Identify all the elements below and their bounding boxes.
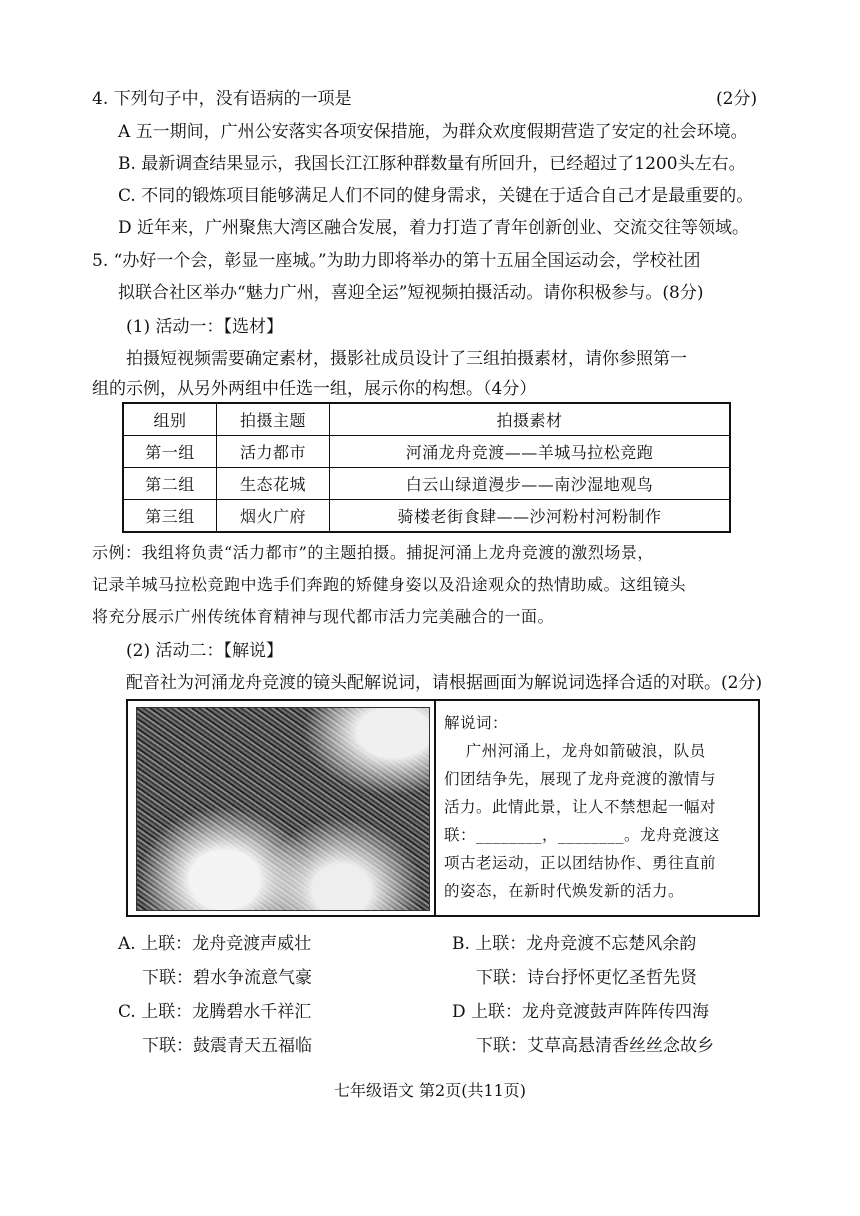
choice-a-upper: A. 上联：龙舟竞渡声威壮 bbox=[118, 934, 312, 954]
table-cell: 活力都市 bbox=[217, 436, 330, 468]
activity2-title: (2) 活动二：【解说】 bbox=[126, 641, 283, 661]
activity1-line2: 组的示例，从另外两组中任选一组，展示你的构想。（4分） bbox=[92, 379, 537, 399]
page-footer: 七年级语文 第2页(共11页) bbox=[333, 1081, 527, 1100]
table-cell: 第一组 bbox=[123, 436, 217, 468]
q4-option-d: D 近年来，广州聚焦大湾区融合发展，着力打造了青年创新创业、交流交往等领域。 bbox=[118, 218, 750, 238]
commentary-line: 项古老运动，正以团结协作、勇往直前 bbox=[444, 854, 717, 872]
commentary-line: 广州河涌上，龙舟如箭破浪，队员 bbox=[444, 742, 706, 760]
choice-c-upper: C. 上联：龙腾碧水千祥汇 bbox=[118, 1002, 312, 1022]
choice-b-upper: B. 上联：龙舟竞渡不忘楚风余韵 bbox=[452, 934, 697, 954]
dragon-boat-photo bbox=[136, 707, 430, 911]
example-line1: 示例：我组将负责“活力都市”的主题拍摄。捕捉河涌上龙舟竞渡的激烈场景， bbox=[92, 543, 654, 562]
activity1-title: (1) 活动一：【选材】 bbox=[126, 317, 283, 337]
commentary-title: 解说词： bbox=[444, 714, 509, 732]
choice-a-lower: 下联：碧水争流意气豪 bbox=[142, 968, 312, 988]
q4-stem: 4. 下列句子中，没有语病的一项是 bbox=[92, 89, 352, 109]
commentary-text bbox=[444, 709, 756, 905]
table-row bbox=[123, 468, 730, 500]
table-cell: 第三组 bbox=[123, 500, 217, 533]
commentary-box bbox=[126, 699, 760, 917]
table-header-row bbox=[123, 403, 730, 436]
q5-stem-line2: 拟联合社区举办“魅力广州，喜迎全运”短视频拍摄活动。请你积极参与。(8分) bbox=[118, 283, 704, 303]
q4-option-c: C. 不同的锻炼项目能够满足人们不同的健身需求，关键在于适合自己才是最重要的。 bbox=[118, 186, 754, 206]
commentary-line: 的姿态，在新时代焕发新的活力。 bbox=[444, 882, 685, 900]
choice-b-lower: 下联：诗台抒怀更忆圣哲先贤 bbox=[476, 968, 697, 988]
choice-c-lower: 下联：鼓震青天五福临 bbox=[142, 1036, 312, 1056]
table-row bbox=[123, 436, 730, 468]
activity1-line1: 拍摄短视频需要确定素材，摄影社成员设计了三组拍摄素材，请你参照第一 bbox=[126, 349, 687, 369]
commentary-line: 们团结争先，展现了龙舟竞渡的激情与 bbox=[444, 770, 717, 788]
q4-option-a: A 五一期间，广州公安落实各项安保措施，为群众欢度假期营造了安定的社会环境。 bbox=[118, 122, 748, 142]
table-cell: 第二组 bbox=[123, 468, 217, 500]
commentary-line: 活力。此情此景，让人不禁想起一幅对 bbox=[444, 798, 717, 816]
table-cell: 河涌龙舟竞渡——羊城马拉松竞跑 bbox=[330, 436, 731, 468]
table-header-group: 组别 bbox=[123, 403, 217, 436]
table-header-theme: 拍摄主题 bbox=[217, 403, 330, 436]
table-cell: 生态花城 bbox=[217, 468, 330, 500]
q4-score: (2分) bbox=[716, 89, 758, 109]
q5-stem-line1: 5. “办好一个会，彰显一座城。”为助力即将举办的第十五届全国运动会，学校社团 bbox=[92, 251, 701, 271]
choice-d-upper: D 上联：龙舟竞渡鼓声阵阵传四海 bbox=[452, 1002, 710, 1022]
table-header-material: 拍摄素材 bbox=[330, 403, 731, 436]
shooting-material-table bbox=[122, 402, 731, 533]
commentary-line: 联：________，________。龙舟竞渡这 bbox=[444, 826, 721, 844]
activity2-instruction: 配音社为河涌龙舟竞渡的镜头配解说词，请根据画面为解说词选择合适的对联。(2分) bbox=[126, 673, 763, 693]
table-row bbox=[123, 500, 730, 533]
example-line3: 将充分展示广州传统体育精神与现代都市活力完美融合的一面。 bbox=[92, 607, 555, 626]
table-cell: 烟火广府 bbox=[217, 500, 330, 533]
table-cell: 白云山绿道漫步——南沙湿地观鸟 bbox=[330, 468, 731, 500]
choice-d-lower: 下联：艾草高悬清香丝丝念故乡 bbox=[476, 1036, 714, 1056]
example-line2: 记录羊城马拉松竞跑中选手们奔跑的矫健身姿以及沿途观众的热情助威。这组镜头 bbox=[92, 575, 687, 594]
table-cell: 骑楼老街食肆——沙河粉村河粉制作 bbox=[330, 500, 731, 533]
q4-option-b: B. 最新调查结果显示，我国长江江豚种群数量有所回升，已经超过了1200头左右。 bbox=[118, 154, 746, 174]
box-divider bbox=[434, 701, 436, 915]
